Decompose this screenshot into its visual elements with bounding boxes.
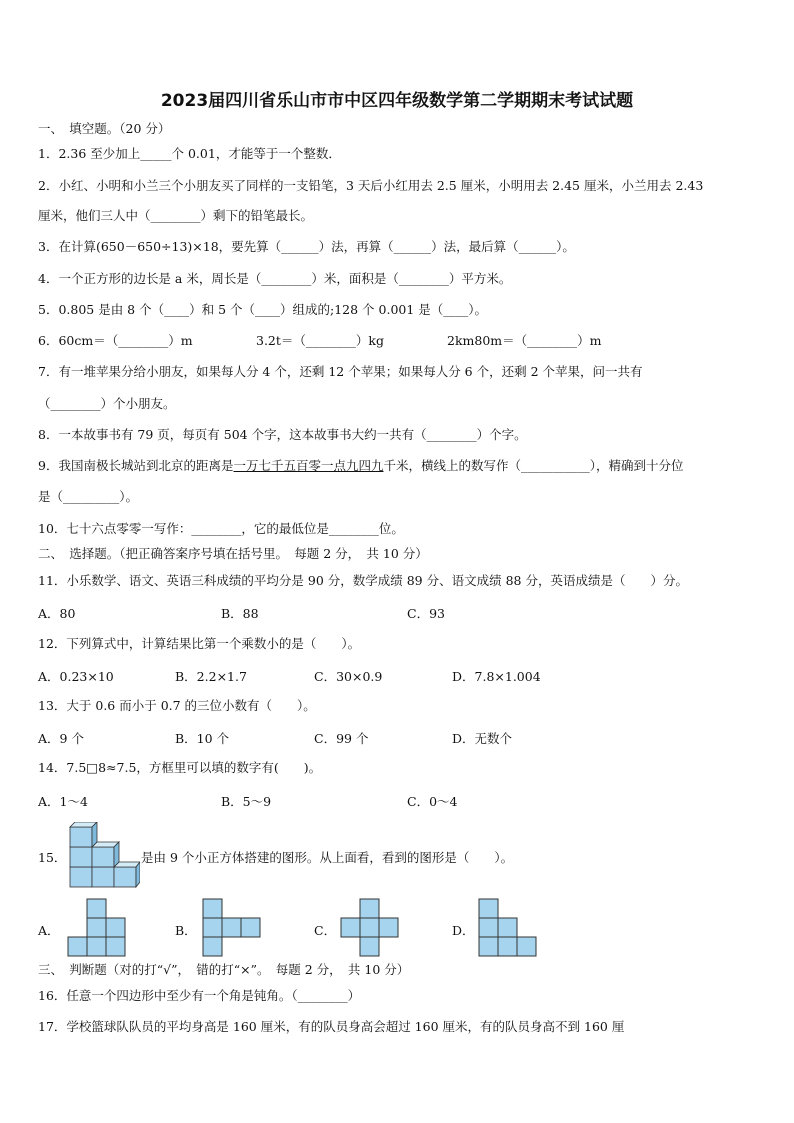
q13-option-b: B．10 个 <box>175 731 230 746</box>
question-14: 14．7.5□8≈7.5，方框里可以填的数字有( )。 <box>38 760 322 775</box>
shape-d-icon <box>477 898 539 958</box>
question-5: 5．0.805 是由 8 个（____）和 5 个（____）组成的;128 个 0.001 是（____）。 <box>38 302 488 317</box>
q13-option-c: C．99 个 <box>314 731 369 746</box>
page-title: 2023届四川省乐山市市中区四年级数学第二学期期末考试试题 <box>160 91 634 111</box>
question-13: 13．大于 0.6 而小于 0.7 的三位小数有（ ）。 <box>38 698 316 713</box>
q12-option-a: A．0.23×10 <box>38 669 114 684</box>
section-true-false: 三、 判断题（对的打“√”， 错的打“×”。 每题 2 分， 共 10 分） <box>38 962 410 977</box>
q15-option-c-label: C． <box>314 923 337 938</box>
section-multiple-choice: 二、 选择题。（把正确答案序号填在括号里。 每题 2 分， 共 10 分） <box>38 546 428 561</box>
q14-option-a: A．1～4 <box>38 794 88 809</box>
question-6-part-1: 6．60cm＝（________）m <box>38 333 193 348</box>
section-fill-blank: 一、 填空题。（20 分） <box>38 121 171 136</box>
question-15-number: 15． <box>38 850 67 865</box>
question-1: 1．2.36 至少加上_____个 0.01，才能等于一个整数． <box>38 146 341 161</box>
q12-option-c: C．30×0.9 <box>314 669 383 684</box>
question-3: 3．在计算(650－650÷13)×18，要先算（______）法，再算（______）法，最后算（______）。 <box>38 239 575 254</box>
question-9-suffix: 千米，横线上的数写作（___________），精确到十分位 <box>383 458 684 473</box>
q11-option-c: C．93 <box>407 606 445 621</box>
q13-option-a: A．9 个 <box>38 731 84 746</box>
question-4: 4．一个正方形的边长是 a 米，周长是（________）米，面积是（________）平方米。 <box>38 271 512 286</box>
q11-option-a: A．80 <box>38 606 76 621</box>
question-15-text: 是由 9 个小正方体搭建的图形。从上面看，看到的图形是（ ）。 <box>141 850 514 865</box>
q13-option-d: D．无数个 <box>452 731 513 746</box>
q11-option-b: B．88 <box>221 606 259 621</box>
question-17: 17．学校篮球队队员的平均身高是 160 厘米，有的队员身高会超过 160 厘米，有的队员身高不到 160 厘 <box>38 1019 625 1034</box>
question-7-line-1: 7．有一堆苹果分给小朋友，如果每人分 4 个，还剩 12 个苹果；如果每人分 6 个，还剩 2 个苹果，问一共有 <box>38 364 643 379</box>
stacked-cubes-icon <box>68 822 140 890</box>
question-9-line-2: 是（_________）。 <box>38 489 139 504</box>
q15-option-a-label: A． <box>38 923 60 938</box>
shape-a-icon <box>66 898 128 958</box>
question-6-part-2: 3.2t＝（________）kg <box>256 333 384 348</box>
question-16: 16．任意一个四边形中至少有一个角是钝角。（________） <box>38 988 361 1003</box>
q15-option-b-label: B． <box>175 923 197 938</box>
question-9-prefix: 9．我国南极长城站到北京的距离是 <box>38 458 234 473</box>
question-7-line-2: （________）个小朋友。 <box>38 396 176 411</box>
question-2-line-2: 厘米，他们三人中（________）剩下的铅笔最长。 <box>38 208 314 223</box>
question-8: 8．一本故事书有 79 页，每页有 504 个字，这本故事书大约一共有（________）个字。 <box>38 427 527 442</box>
question-9-underlined-number: 一万七千五百零一点九四九 <box>233 458 384 473</box>
question-10: 10．七十六点零零一写作：________，它的最低位是________位。 <box>38 521 404 536</box>
q14-option-c: C．0～4 <box>407 794 458 809</box>
q14-option-b: B．5～9 <box>221 794 272 809</box>
question-12: 12．下列算式中，计算结果比第一个乘数小的是（ ）。 <box>38 636 361 651</box>
shape-c-icon <box>339 898 401 958</box>
shape-b-icon <box>201 898 263 958</box>
q15-option-d-label: D． <box>452 923 475 938</box>
question-2-line-1: 2．小红、小明和小兰三个小朋友买了同样的一支铅笔，3 天后小红用去 2.5 厘米，小明用去 2.45 厘米，小兰用去 2.43 <box>38 178 704 193</box>
question-11: 11．小乐数学、语文、英语三科成绩的平均分是 90 分，数学成绩 89 分、语文成绩 88 分，英语成绩是（ ）分。 <box>38 573 688 588</box>
question-6-part-3: 2km80m＝（________）m <box>447 333 602 348</box>
question-9-line-1 <box>38 458 684 474</box>
q12-option-d: D．7.8×1.004 <box>452 669 541 684</box>
q12-option-b: B．2.2×1.7 <box>175 669 247 684</box>
